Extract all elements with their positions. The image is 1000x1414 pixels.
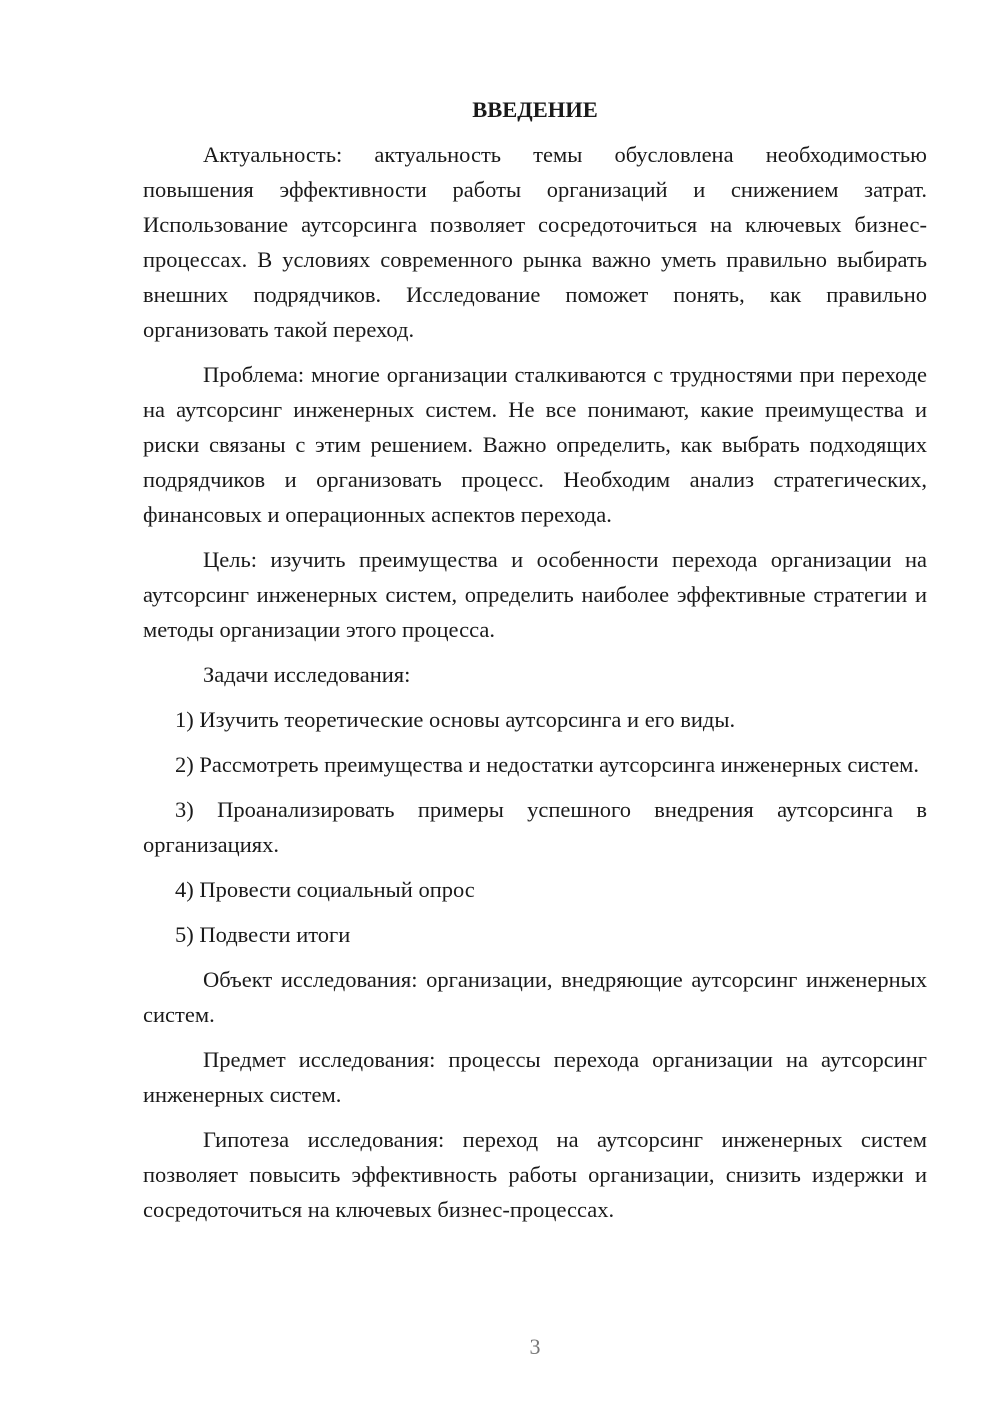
task-item: 4) Провести социальный опрос [175,877,475,902]
task-item: 5) Подвести итоги [175,922,351,947]
relevance-paragraph: Актуальность: актуальность темы обусловлена необходимостью повышения эффективности работы организаций и снижением затрат. Использование аутсорсинга позволяет сосредоточиться на ключевых бизнес-процессах. В условиях современного рынка важно уметь правильно выбирать внешних подрядчиков. Исследование поможет понять, как правильно организовать такой переход. [143,142,927,342]
task-item: 1) Изучить теоретические основы аутсорсинга и его виды. [175,707,736,732]
hypothesis-paragraph: Гипотеза исследования: переход на аутсорсинг инженерных систем позволяет повысить эффективность работы организации, снизить издержки и сосредоточиться на ключевых бизнес-процессах. [143,1127,927,1222]
document-page [143,92,927,1237]
goal-paragraph: Цель: изучить преимущества и особенности перехода организации на аутсорсинг инженерных систем, определить наиболее эффективные стратегии и методы организации этого процесса. [143,547,927,642]
problem-paragraph: Проблема: многие организации сталкиваются с трудностями при переходе на аутсорсинг инженерных систем. Не все понимают, какие преимущества и риски связаны с этим решением. Важно определить, как выбрать подходящих подрядчиков и организовать процесс. Необходим анализ стратегических, финансовых и операционных аспектов перехода. [143,362,927,527]
tasks-heading: Задачи исследования: [203,662,411,687]
page-number: 3 [529,1334,541,1359]
object-paragraph: Объект исследования: организации, внедряющие аутсорсинг инженерных систем. [143,967,927,1027]
task-item: 3) Проанализировать примеры успешного внедрения аутсорсинга в организациях. [143,797,927,857]
section-title: ВВЕДЕНИЕ [472,97,598,122]
subject-paragraph: Предмет исследования: процессы перехода организации на аутсорсинг инженерных систем. [143,1047,927,1107]
task-item: 2) Рассмотреть преимущества и недостатки аутсорсинга инженерных систем. [175,752,920,777]
